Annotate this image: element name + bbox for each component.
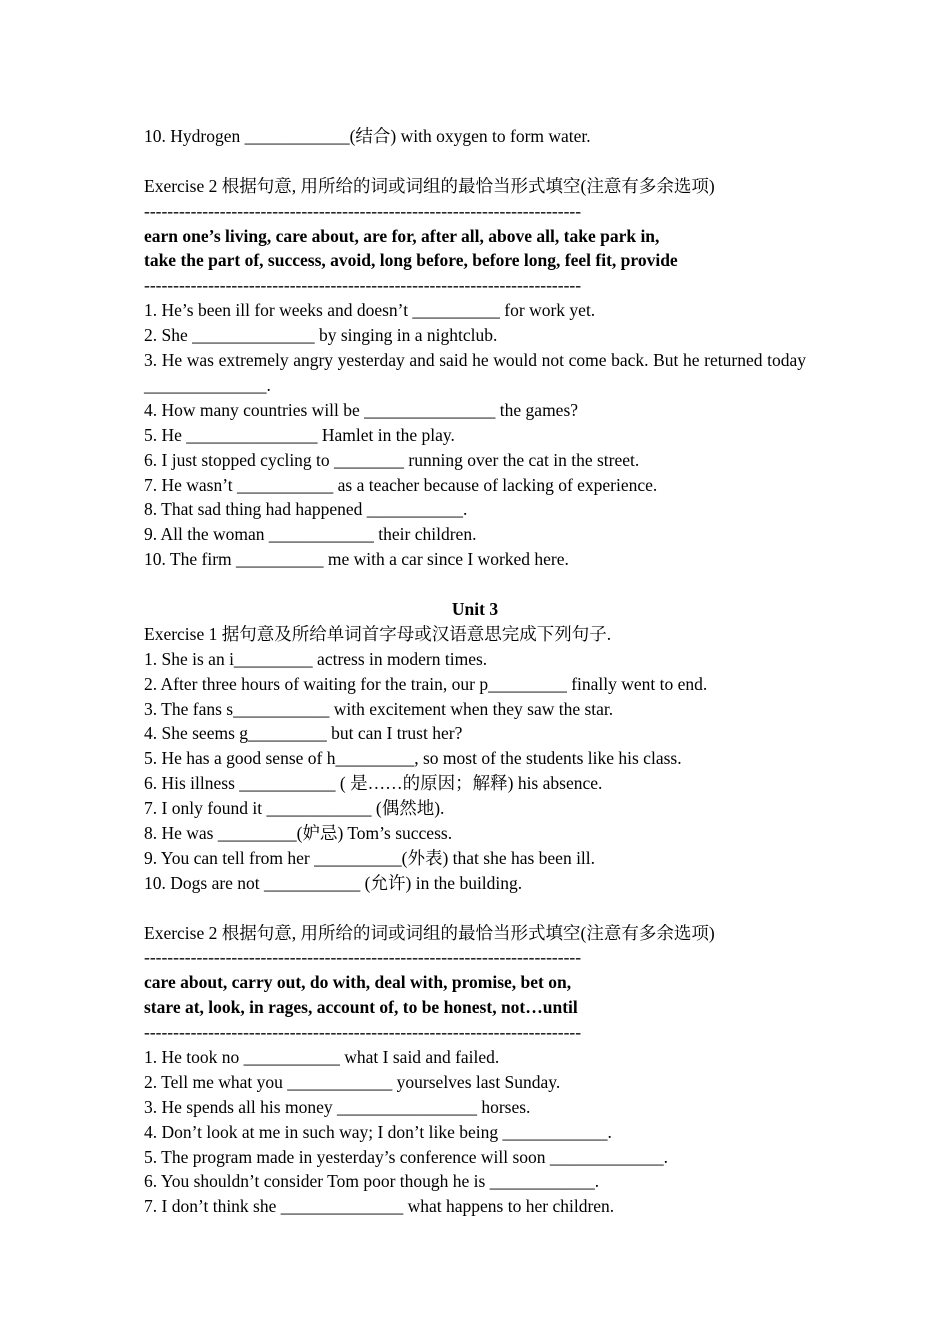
unit2-ex2-item: 10. The firm __________ me with a car since I worked here. bbox=[144, 549, 569, 570]
unit3-heading: Unit 3 bbox=[451, 598, 499, 619]
unit2-ex2-item: 2. She ______________ by singing in a nightclub. bbox=[144, 325, 498, 346]
unit3-ex1-title: Exercise 1 据句意及所给单词首字母或汉语意思完成下列句子. bbox=[144, 623, 612, 644]
unit3-ex2-item: 6. You shouldn’t consider Tom poor though he is ____________. bbox=[144, 1171, 600, 1192]
unit3-ex2-item: 7. I don’t think she ______________ what happens to her children. bbox=[144, 1196, 615, 1217]
divider: --------------------------------------------------------------------------- bbox=[144, 275, 582, 296]
unit2-ex2-item: 5. He _______________ Hamlet in the play. bbox=[144, 424, 455, 445]
unit2-ex2-item: 3. He was extremely angry yesterday and said he would not come back. But he returned today ______________. bbox=[144, 350, 806, 395]
unit3-ex2-item: 5. The program made in yesterday’s conference will soon _____________. bbox=[144, 1146, 669, 1167]
unit3-ex2-options-line-1: care about, carry out, do with, deal with, promise, bet on, bbox=[144, 972, 572, 993]
unit2-ex2-item: 7. He wasn’t ___________ as a teacher because of lacking of experience. bbox=[144, 474, 658, 495]
unit3-ex2-item: 1. He took no ___________ what I said and failed. bbox=[144, 1046, 500, 1067]
unit3-ex1-item: 2. After three hours of waiting for the train, our p_________ finally went to end. bbox=[144, 673, 708, 694]
unit3-ex1-item: 1. She is an i_________ actress in modern times. bbox=[144, 648, 488, 669]
unit3-ex1-item: 9. You can tell from her __________(外表) that she has been ill. bbox=[144, 847, 596, 868]
unit2-ex2-item: 4. How many countries will be _______________ the games? bbox=[144, 399, 579, 420]
unit2-ex2-item: 9. All the woman ____________ their children. bbox=[144, 524, 477, 545]
spacer bbox=[144, 149, 806, 174]
worksheet-content bbox=[144, 124, 806, 1219]
unit3-ex2-item: 4. Don’t look at me in such way; I don’t like being ____________. bbox=[144, 1121, 612, 1142]
unit2-ex2-options-line-1: earn one’s living, care about, are for, after all, above all, take park in, bbox=[144, 225, 660, 246]
unit2-ex2-item: 8. That sad thing had happened ___________. bbox=[144, 499, 468, 520]
unit3-ex2-options-line-2: stare at, look, in rages, account of, to be honest, not…until bbox=[144, 997, 578, 1018]
unit3-ex1-item: 3. The fans s___________ with excitement when they saw the star. bbox=[144, 698, 614, 719]
unit3-ex2-title: Exercise 2 根据句意, 用所给的词或词组的最恰当形式填空(注意有多余选项) bbox=[144, 922, 715, 943]
unit3-ex1-item: 10. Dogs are not ___________ (允许) in the building. bbox=[144, 872, 523, 893]
unit3-ex2-item: 3. He spends all his money ________________ horses. bbox=[144, 1096, 531, 1117]
unit3-ex2-item: 2. Tell me what you ____________ yourselves last Sunday. bbox=[144, 1071, 561, 1092]
unit2-ex2-title: Exercise 2 根据句意, 用所给的词或词组的最恰当形式填空(注意有多余选项) bbox=[144, 175, 715, 196]
spacer bbox=[144, 572, 806, 597]
divider: --------------------------------------------------------------------------- bbox=[144, 1022, 582, 1043]
unit2-ex2-item: 1. He’s been ill for weeks and doesn’t __________ for work yet. bbox=[144, 300, 596, 321]
unit3-ex1-item: 4. She seems g_________ but can I trust her? bbox=[144, 723, 463, 744]
unit3-ex1-item: 6. His illness ___________ ( 是……的原因；解释) his absence. bbox=[144, 773, 603, 794]
unit2-ex1-item-10: 10. Hydrogen ____________(结合) with oxygen to form water. bbox=[144, 126, 591, 146]
divider: --------------------------------------------------------------------------- bbox=[144, 947, 582, 968]
spacer bbox=[144, 896, 806, 921]
unit3-ex1-item: 7. I only found it ____________ (偶然地). bbox=[144, 798, 445, 819]
divider: --------------------------------------------------------------------------- bbox=[144, 200, 582, 221]
unit3-ex1-item: 8. He was _________(妒忌) Tom’s success. bbox=[144, 822, 453, 843]
unit2-ex2-options-line-2: take the part of, success, avoid, long before, before long, feel fit, provide bbox=[144, 250, 678, 271]
unit3-ex1-item: 5. He has a good sense of h_________, so most of the students like his class. bbox=[144, 748, 682, 769]
unit2-ex2-item: 6. I just stopped cycling to ________ running over the cat in the street. bbox=[144, 449, 640, 470]
